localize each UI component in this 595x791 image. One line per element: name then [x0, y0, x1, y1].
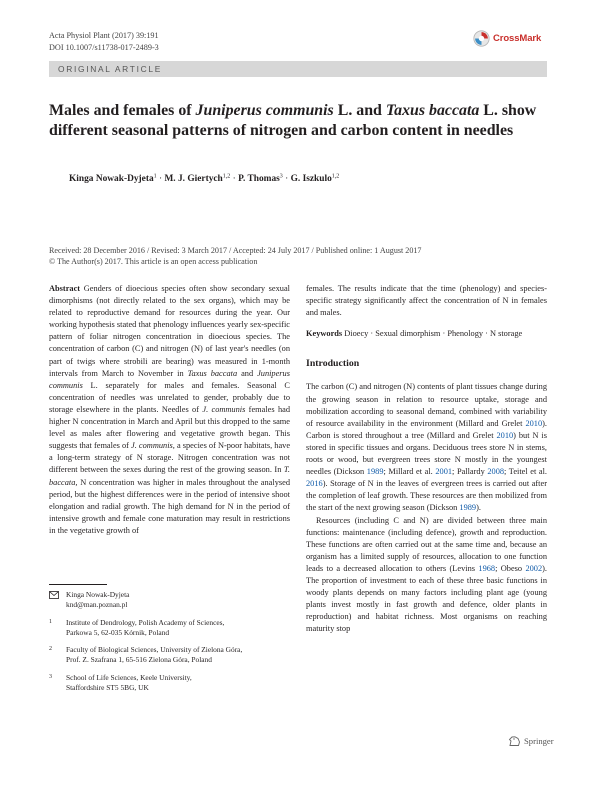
left-column [49, 283, 290, 537]
author-separator: · [232, 174, 236, 184]
affiliation: $^2$ Faculty of Biological Sciences, University of Zielona Góra, Prof. Z. Szafrana 1, 65-516 Zielona Góra, Poland [49, 645, 243, 665]
author-name[interactable]: M. J. Giertych$^{1,2}$ [164, 173, 231, 184]
history-dates: Received: 28 December 2016 / Revised: 3 March 2017 / Accepted: 24 July 2017 / Published online: 1 August 2017 [49, 246, 422, 255]
citation-link[interactable]: 2016 [306, 479, 323, 489]
article-type: ORIGINAL ARTICLE [58, 63, 162, 74]
abstract-continued: females. The results indicate that the time (phenology) and species-specific strategy significantly affect the concentration of N in females and males. [306, 284, 547, 318]
journal-reference [49, 30, 159, 53]
author-list [69, 174, 339, 184]
abstract: Abstract Genders of dioecious species often show secondary sexual dimorphisms (not directly related to the sex organs), which may be related to reproductive demand for resources during the year. Our working hypothesis stated that phenology influences yearly sex-specific pattern of foliar nitrogen concentration in dioecious species. The concentration of carbon (C) and nitrogen (N) of last year's needles (on part of twigs where strobili are bearing) was measured in 1-month intervals from March to November in Taxus baccata and Juniperus communis L. separately for males and females. Seasonal C concentration of needles was unrelated to gender, probably due to storage elsewhere in the plants. Needles of J. communis females had higher N concentration in March and April but this dropped to the same level as males after flowering and vegetative growth began. This suggests that females of J. communis, a species of N-poor habitats, have a long-term strategy of N storage. Nitrogen concentration was not different between the sexes during the rest of the growing season. In T. baccata, N concentration was higher in males throughout the analysed period, but the highest differences were in the period of intensive shoot elongation and radial growth. The high demand for N in the period of intensive growth and female cone maturation may result in restrictions in the vegetative growth of [49, 284, 291, 535]
doi-line: DOI 10.1007/s11738-017-2489-3 [49, 42, 159, 52]
affiliation: $^1$ Institute of Dendrology, Polish Academy of Sciences, Parkowa 5, 62-035 Kórnik, Poland [49, 617, 225, 637]
citation-link[interactable]: 2010 [525, 418, 543, 428]
citation-link[interactable]: 2010 [496, 430, 514, 440]
introduction-paragraph: Resources (including C and N) are divided between three main functions: maintenance (including defence), growth and reproduction. These functions are often carried out at the same time and, because an organism has a limited supply of resources, allocation to one function leads to a decreased allocation to others (Levins 1968; Obeso 2002). The proportion of investment to each of these three basic functions in woody plants depends on many factors including plant age (young plants invest mostly in fast growth and defence, older plants in reproduction) and habitat richness. Most organisms on reaching maturity stop [306, 515, 548, 634]
citation-link[interactable]: 2001 [435, 467, 453, 477]
crossmark-badge[interactable] [473, 28, 553, 48]
citation-link[interactable]: 1968 [478, 563, 496, 573]
envelope-icon [49, 591, 59, 599]
right-column [306, 283, 547, 635]
crossmark-label: CrossMark [493, 32, 542, 44]
publication-dates [49, 245, 421, 267]
copyright-line: © The Author(s) 2017. This article is an open access publication [49, 257, 258, 267]
article-title: Males and females of Juniperus communis L. and Taxus baccata L. show different seasonal patterns of nitrogen and carbon content in needles [49, 102, 537, 139]
author-separator: · [285, 174, 289, 184]
correspondence-name: Kinga Nowak-Dyjeta [66, 590, 130, 599]
citation-link[interactable]: 2008 [487, 467, 505, 477]
keywords: Keywords Dioecy · Sexual dimorphism · Phenology · N storage [306, 329, 523, 339]
author-name[interactable]: P. Thomas$^3$ [238, 173, 283, 184]
affiliation: $^3$ School of Life Sciences, Keele University, Staffordshire ST5 5BG, UK [49, 672, 192, 693]
footnote-divider [49, 584, 107, 585]
footnotes [49, 590, 290, 700]
crossmark-icon [473, 30, 490, 47]
correspondence [49, 590, 290, 611]
publisher-name: Springer [524, 736, 554, 746]
journal-line: Acta Physiol Plant (2017) 39:191 [49, 31, 159, 40]
citation-link[interactable]: 1989 [366, 467, 384, 477]
section-heading-introduction: Introduction [306, 358, 360, 370]
correspondence-email[interactable]: knd@man.poznan.pl [66, 600, 128, 610]
author-name[interactable]: G. Iszkulo$^{1,2}$ [290, 173, 340, 184]
citation-link[interactable]: 1989 [459, 503, 477, 513]
author-name[interactable]: Kinga Nowak-Dyjeta$^1$ [69, 173, 157, 184]
citation-link[interactable]: 2002 [525, 563, 543, 573]
chess-knight-icon [508, 736, 521, 746]
abstract-label: Abstract [49, 284, 81, 293]
author-separator: · [158, 174, 163, 184]
publisher-logo [508, 736, 554, 746]
introduction-paragraph: The carbon (C) and nitrogen (N) contents of plant tissues change during the growing season in relation to resource uptake, storage and mobilization according to seasonal demand, combined with variability of resource availability in the environment (Millard and Grelet 2010). Carbon is stored throughout a tree (Millard and Grelet 2010) but N is stored in specific tissues and organs. Deciduous trees store N in stems, roots or wood, but evergreen trees store N mostly in the youngest needles (Dickson 1989; Millard et al. 2001; Pallardy 2008; Teitel et al. 2016). Storage of N in the leaves of evergreen trees is carried out after the completion of leaf growth. These resources are then mobilized from the start of the next growing season (Dickson 1989). [306, 382, 548, 513]
keywords-label: Keywords [306, 329, 343, 339]
